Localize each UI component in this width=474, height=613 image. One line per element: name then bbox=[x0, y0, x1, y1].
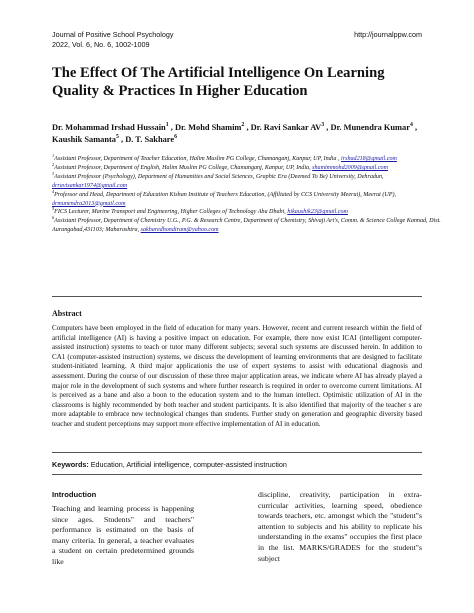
divider bbox=[52, 452, 422, 453]
affiliations bbox=[52, 152, 442, 235]
journal-name: Journal of Positive School Psychology bbox=[52, 30, 174, 39]
introduction-heading: Introduction bbox=[52, 490, 97, 499]
affiliation-1: $^1$Assistant Professor, Department of Teacher Education, Halim Muslim PG College, Chamanganj, Kanpur, UP, India , irshad218@gmail.com bbox=[52, 152, 397, 162]
divider bbox=[52, 474, 422, 475]
divider bbox=[52, 296, 422, 297]
author-5: Kaushik Samanta$^5$ bbox=[52, 134, 119, 144]
affiliation-2: $^2$Assistant Professor, Department of English, Halim Muslim PG College, Chamanganj, Kanpur, UP, India, shamimmohd2009@gmail.com bbox=[52, 161, 388, 171]
email-link[interactable]: irshad218@gmail.com bbox=[341, 156, 397, 162]
keywords bbox=[52, 460, 422, 469]
journal-header bbox=[52, 30, 422, 50]
email-link[interactable]: sakharedhondiram@yahoo.com bbox=[140, 227, 219, 234]
affiliation-3: $^3$Assistant Professor (Psychology), Department of Humanities and Social Sciences, Graphic Era (Deemed To Be) University, Dehradun, drravisankar1974@gmail.com bbox=[52, 170, 384, 189]
author-4: Dr. Munendra Kumar$^4$ bbox=[330, 122, 413, 132]
email-link[interactable]: shamimmohd2009@gmail.com bbox=[312, 164, 388, 171]
journal-url[interactable]: http://journalppw.com bbox=[354, 30, 422, 39]
email-link[interactable]: drravisankar1974@gmail.com bbox=[52, 182, 128, 189]
author-list: Dr. Mohammad Irshad Hussain$^1$ , Dr. Mohd Shamim$^2$ , Dr. Ravi Sankar $AV^3$ , Dr. Munendra Kumar$^4$ , Kaushik Samanta$^5$ , D. T. Sakhare$^6$ bbox=[52, 122, 418, 144]
introduction-column-2: discipline, creativity, participation in extra-curricular activities, learning speed, obedience towards teachers, etc. amongst which the "student"s attention to subjects and his ability to replicate his understanding in the exams" occupies the first place in the list. MARKS/GRADES for the student"s subject bbox=[258, 490, 422, 563]
author-3: Dr. Ravi Sankar $AV^3$ bbox=[250, 122, 325, 132]
affiliation-6: $^6$Assistant Professor, Department of Chemistry U.G., P.G. & Research Centre, Department of Chemistry, Shivaji Art's, Comm. & Science College Kannad, Dist. Aurangabad,431103; Maharashtra, sakharedhondiram@yahoo.com bbox=[52, 215, 441, 234]
abstract-body: Computers have been employed in the field of education for many years. However, recent and current research within the field of artificial intelligence (AI) is having a positive impact on education. For example, there now exist ICAI (intelligent computer-assisted instruction) systems to teach or tutor many different subjects; several such systems are discussed herein. In addition to CA1 (computer-assisted instruction) systems, we discuss the development of learning environments that are designed to facilitate student-initiated learning. A third major applicationis the use of expert systems to assist with educational diagnosis and assessment. During the course of our discussion of these three major application areas, we indicate where AI has already played a major role in the development of such systems and where further research is required in order to overcome current limitations. AI is perceived as a bane and also a boon to the education system and to the human intellect. Optimistic utilization of AI in the classrooms is highly recommended by both teacher and student participants. It is also identified that majority of the teacher s are more adaptable to embrace new technological changes than students. Further study on generation and geographic diversity based teacher and student perceptions may support more effective implementation of AI in education. bbox=[52, 324, 422, 428]
keywords-label: Keywords: bbox=[52, 460, 89, 469]
affiliation-5: $^5$FICS Lecturer, Marine Transport and Engineering, Higher Colleges of Technology Abu Dhabi, hikaushik23@gmail.com bbox=[52, 206, 348, 216]
abstract-heading: Abstract bbox=[52, 309, 82, 318]
email-link[interactable]: hikaushik23@gmail.com bbox=[287, 209, 348, 216]
affiliation-4: $^4$Professor and Head, Department of Education Kishan Institute of Teachers Education, (Affiliated by CCS University Meerut), Meerut (UP), drmunendra2013@gmail.com bbox=[52, 188, 397, 207]
paper-title: The Effect Of The Artificial Intelligence On Learning Quality & Practices In Higher Education bbox=[52, 65, 385, 99]
introduction-column-1: Teaching and learning process is happening since ages. Students" and teachers" performance is estimated on the basis of many criteria. In general, a teacher evaluates a student on certain predetermined grounds like bbox=[52, 504, 194, 566]
journal-volume: 2022, Vol. 6, No. 6, 1002-1009 bbox=[52, 40, 150, 49]
author-1: Dr. Mohammad Irshad Hussain$^1$ bbox=[52, 122, 169, 132]
keywords-list: Education, Artificial intelligence, computer-assisted instruction bbox=[90, 460, 287, 469]
author-2: Dr. Mohd Shamim$^2$ bbox=[174, 122, 245, 132]
email-link[interactable]: drmunendra2013@gmail.com bbox=[52, 200, 126, 207]
author-6: D. T. Sakhare$^6$ bbox=[125, 134, 178, 144]
